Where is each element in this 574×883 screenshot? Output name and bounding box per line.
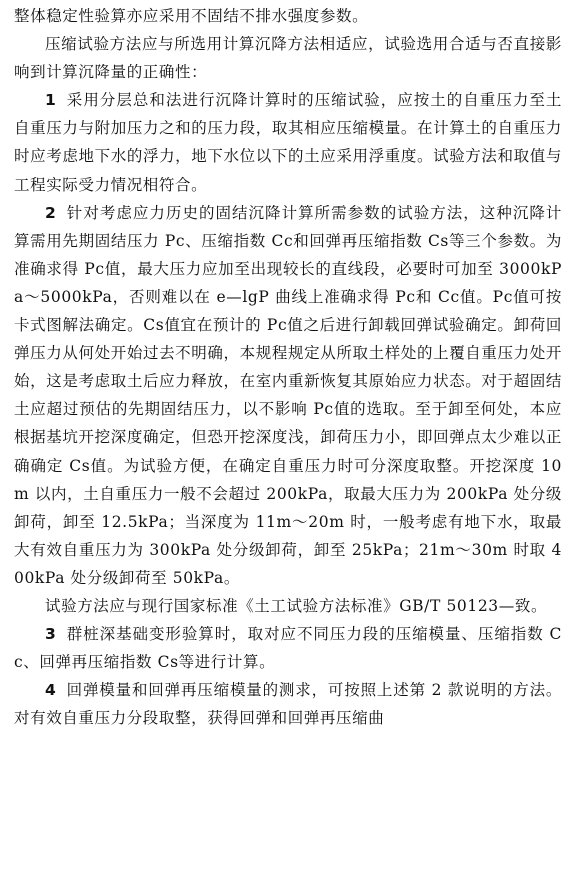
clause-number: 1 [45, 91, 57, 110]
paragraph-text: 群桩深基础变形验算时，取对应不同压力段的压缩模量、压缩指数 Cc、回弹再压缩指数 Cs等进行计算。 [14, 625, 562, 672]
clause-4 [14, 676, 562, 732]
paragraph-text: 针对考虑应力历史的固结沉降计算所需参数的试验方法，这种沉降计算需用先期固结压力 Pc、压缩指数 Cc和回弹再压缩指数 Cs等三个参数。为准确求得 Pc值，最大压力应加至出现较长的直线段，必要时可加至 3000kPa～5000kPa，否则难以在 e—lgP 曲线上准确求得 Pc和 Cc值。Pc值可按卡式图解法确定。Cs值宜在预计的 Pc值之后进行卸载回弹试验确定。卸荷回弹压力从何处开始过去不明确，本规程规定从所取土样处的上覆自重压力处开始，这是考虑取土后应力释放，在室内重新恢复其原始应力状态。对于超固结土应超过预估的先期固结压力，以不影响 Pc值的选取。至于卸至何处，本应根据基坑开挖深度确定，但恐开挖深度浅，卸荷压力小，即回弹点太少难以正确确定 Cs值。为试验方便，在确定自重压力时可分深度取整。开挖深度 10m 以内，土自重压力一般不会超过 200kPa，取最大压力为 200kPa 处分级卸荷，卸至 12.5kPa；当深度为 11m～20m 时，一般考虑有地下水，取最大有效自重压力为 300kPa 处分级卸荷，卸至 25kPa；21m～30m 时取 400kPa 处分级卸荷至 50kPa。 [14, 203, 562, 587]
paragraph-text: 试验方法应与现行国家标准《土工试验方法标准》GB/T 50123—致。 [45, 596, 548, 615]
clause-number: 3 [45, 625, 57, 644]
clause-3 [14, 620, 562, 676]
paragraph-text: 回弹模量和回弹再压缩模量的测求，可按照上述第 2 款说明的方法。对有效自重压力分段取整，获得回弹和回弹再压缩曲 [14, 681, 562, 728]
clause-2 [14, 199, 562, 592]
paragraph-text: 整体稳定性验算亦应采用不固结不排水强度参数。 [14, 7, 369, 25]
paragraph-standard-reference [14, 592, 562, 620]
clause-number: 4 [45, 681, 57, 700]
paragraph-compression-test [14, 30, 562, 86]
paragraph-text: 压缩试验方法应与所选用计算沉降方法相适应，试验选用合适与否直接影响到计算沉降量的正确性： [14, 35, 562, 82]
clause-1 [14, 86, 562, 198]
paragraph-text: 采用分层总和法进行沉降计算时的压缩试验，应按土的自重压力至土自重压力与附加压力之和的压力段，取其相应压缩模量。在计算土的自重压力时应考虑地下水的浮力，地下水位以下的土应采用浮重度。试验方法和取值与工程实际受力情况相符合。 [14, 91, 562, 194]
clause-number: 2 [45, 203, 57, 222]
paragraph-intro [14, 2, 562, 30]
